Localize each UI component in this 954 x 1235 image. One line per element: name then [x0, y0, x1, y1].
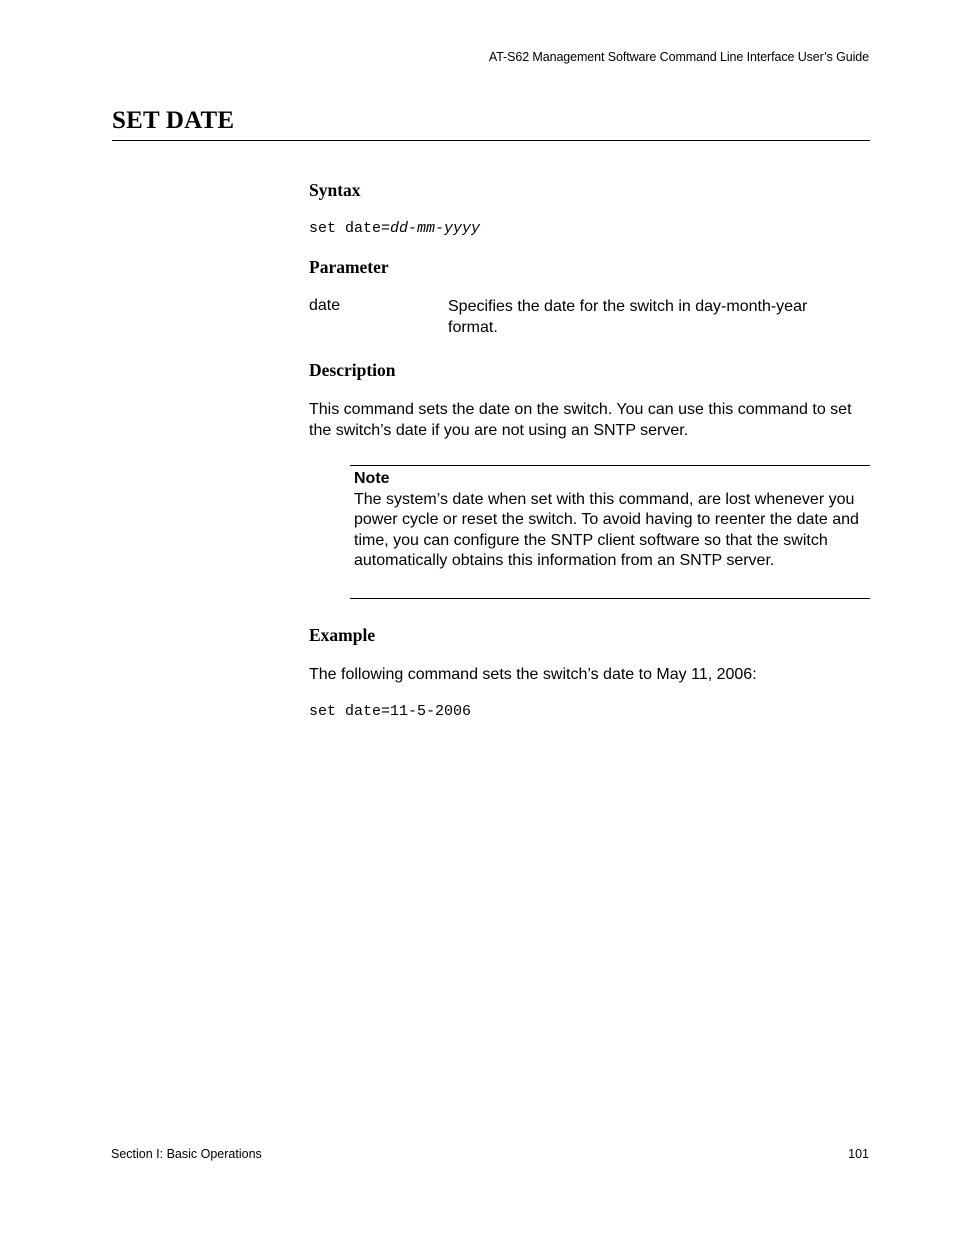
example-command: set date=11-5-2006 — [309, 703, 472, 720]
title-rule — [112, 140, 870, 141]
syntax-heading: Syntax — [309, 180, 361, 200]
parameter-name: date — [309, 297, 341, 314]
example-text: The following command sets the switch’s date to May 11, 2006: — [309, 666, 757, 683]
example-heading: Example — [309, 625, 376, 645]
syntax-command — [309, 220, 480, 237]
footer-section: Section I: Basic Operations — [111, 1147, 262, 1161]
syntax-command-prefix: set date= — [309, 220, 391, 237]
note-box — [350, 465, 870, 599]
footer-page-number: 101 — [848, 1147, 869, 1161]
description-text: This command sets the date on the switch. You can use this command to set the switch’s date if you are not using an SNTP server. — [309, 401, 852, 439]
note-label: Note — [354, 470, 390, 487]
syntax-command-variable: dd-mm-yyyy — [390, 220, 481, 237]
parameter-description: Specifies the date for the switch in day-month-year format. — [448, 298, 808, 336]
note-text: The system’s date when set with this command, are lost whenever you power cycle or reset the switch. To avoid having to reenter the date and time, you can configure the SNTP client software so that the switch automatically obtains this information from an SNTP server. — [354, 491, 859, 569]
running-header: AT-S62 Management Software Command Line Interface User’s Guide — [488, 50, 869, 64]
parameter-heading: Parameter — [309, 257, 389, 277]
page-title: SET DATE — [112, 107, 235, 134]
description-heading: Description — [309, 360, 396, 380]
